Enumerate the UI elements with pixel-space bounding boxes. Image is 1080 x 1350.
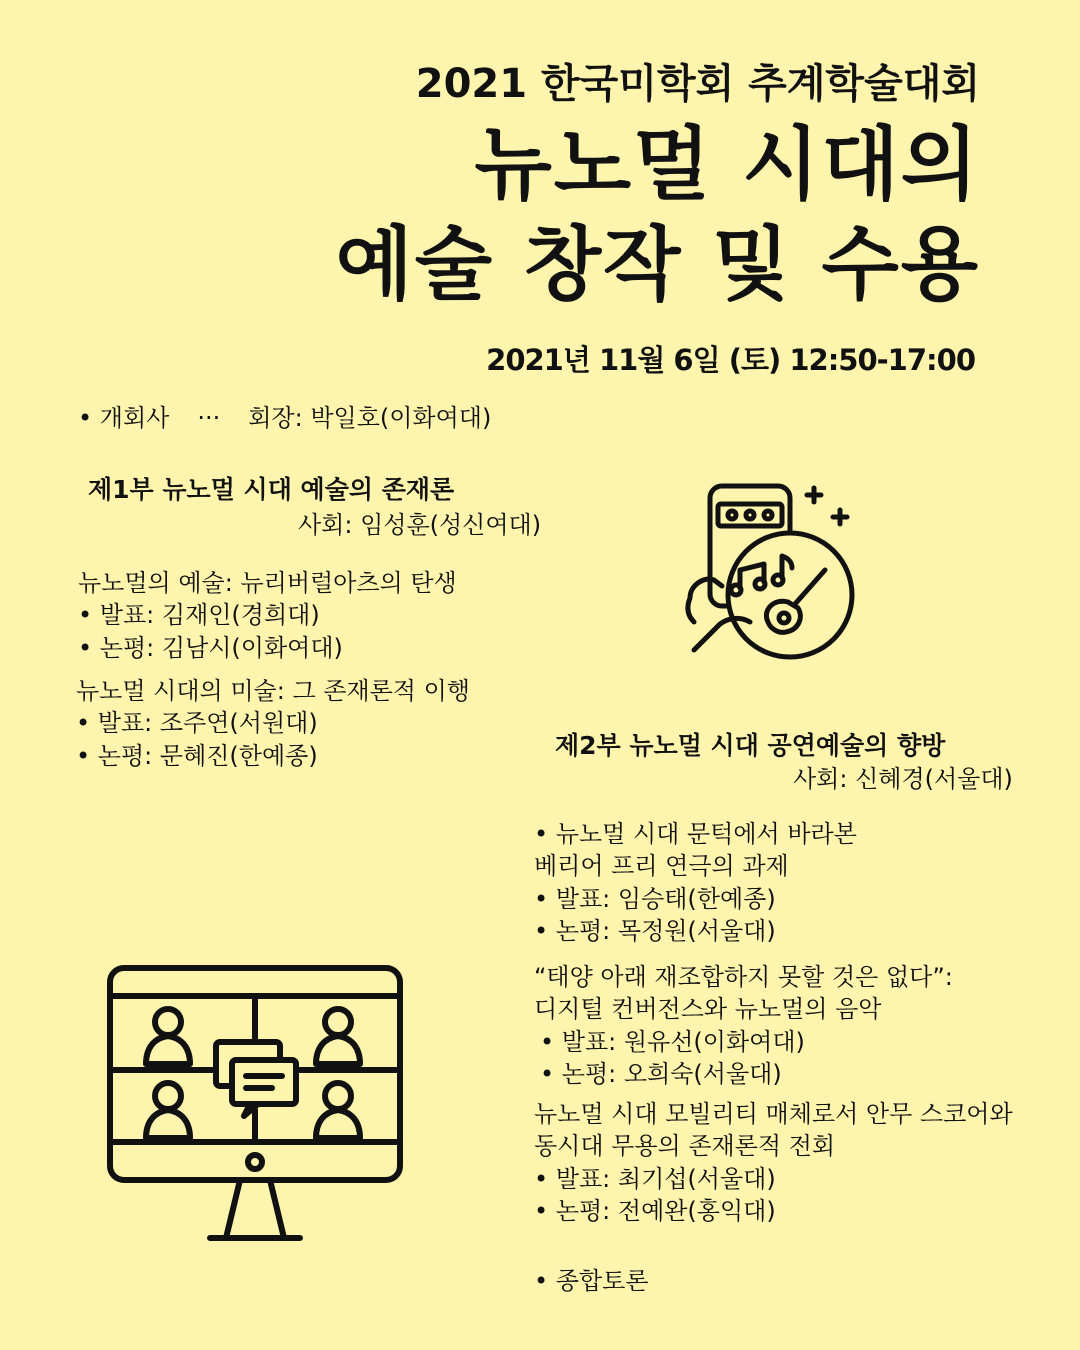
phone-music-guitar-icon: [680, 480, 860, 660]
part1-talk-2: [76, 675, 470, 772]
part1-moderator: 사회: 임성훈(성신여대): [298, 511, 542, 539]
talk-title-b: 베리어 프리 연극의 과제: [534, 852, 789, 881]
talk-discussant: • 논평: 목정원(서울대): [534, 915, 857, 947]
event-title: 2021 한국미학회 추계학술대회: [415, 61, 980, 107]
monitor-video-conference-icon: [100, 960, 410, 1250]
part2-talk-3: [534, 1098, 1013, 1228]
talk-discussant: • 논평: 문혜진(한예종): [76, 740, 470, 772]
opening-speaker: 회장: 박일호(이화여대): [248, 404, 492, 432]
talk-presenter: • 발표: 임승태(한예종): [534, 883, 857, 915]
opening-remarks: [78, 402, 491, 434]
main-title-line2: 예술 창작 및 수용: [335, 218, 980, 311]
talk-presenter: • 발표: 원유선(이화여대): [534, 1026, 953, 1058]
talk-title: 뉴노멀 시대의 미술: 그 존재론적 이행: [76, 677, 470, 705]
talk-presenter: • 발표: 최기섭(서울대): [534, 1163, 1013, 1195]
talk-discussant: • 논평: 전예완(홍익대): [534, 1195, 1013, 1227]
talk-discussant: • 논평: 김남시(이화여대): [78, 632, 457, 664]
part2-heading: 제2부 뉴노멀 시대 공연예술의 향방: [555, 731, 946, 760]
part2-talk-2: [534, 961, 953, 1091]
closing-discussion: • 종합토론: [534, 1265, 649, 1297]
talk-title-b: 디지털 컨버전스와 뉴노멀의 음악: [534, 995, 882, 1024]
talk-discussant: • 논평: 오희숙(서울대): [534, 1058, 953, 1090]
event-datetime: 2021년 11월 6일 (토) 12:50-17:00: [486, 343, 975, 377]
main-title-line1: 뉴노멀 시대의: [474, 118, 980, 211]
part2-moderator: 사회: 신혜경(서울대): [793, 765, 1013, 793]
talk-title-a: • 뉴노멀 시대 문턱에서 바라본: [534, 818, 857, 850]
part1-heading: 제1부 뉴노멀 시대 예술의 존재론: [88, 475, 455, 504]
talk-title-a: “태양 아래 재조합하지 못할 것은 없다”:: [534, 963, 953, 991]
talk-title-a: 뉴노멀 시대 모빌리티 매체로서 안무 스코어와: [534, 1100, 1013, 1128]
talk-title-b: 동시대 무용의 존재론적 전회: [534, 1132, 836, 1161]
talk-presenter: • 발표: 김재인(경희대): [78, 599, 457, 631]
opening-separator: ···: [197, 404, 221, 432]
part1-talk-1: [78, 567, 457, 664]
talk-title: 뉴노멀의 예술: 뉴리버럴아츠의 탄생: [78, 569, 457, 597]
opening-label: 개회사: [99, 404, 170, 432]
talk-presenter: • 발표: 조주연(서원대): [76, 707, 470, 739]
part2-talk-1: [534, 818, 857, 948]
